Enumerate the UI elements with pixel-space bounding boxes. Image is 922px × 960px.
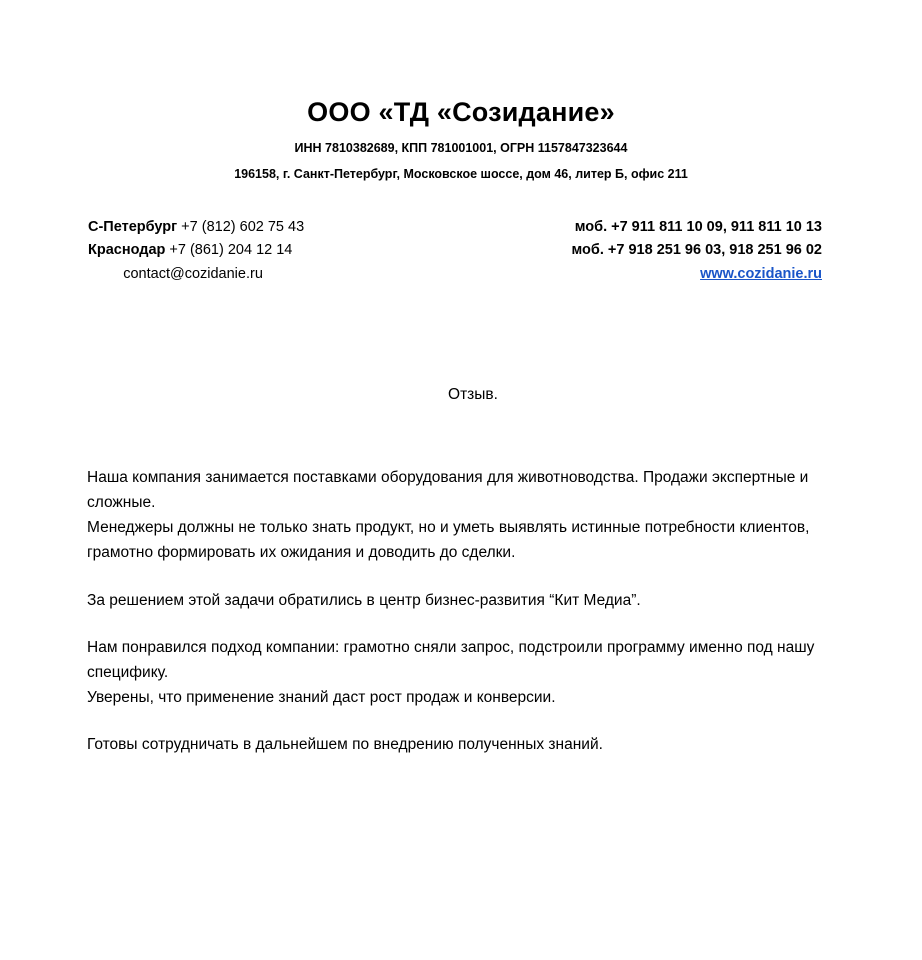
address-line: 196158, г. Санкт-Петербург, Московское шоссе, дом 46, литер Б, офис 211 xyxy=(234,166,688,181)
paragraph-6: Готовы сотрудничать в дальнейшем по внедрению полученных знаний. xyxy=(87,735,603,753)
paragraph-4: Нам понравился подход компании: грамотно сняли запрос, подстроили программу именно под нашу специфику. xyxy=(87,638,815,681)
contact-row-krasnodar xyxy=(88,239,304,262)
website-link[interactable]: www.cozidanie.ru xyxy=(700,265,822,282)
city-label-spb: С-Петербург xyxy=(88,218,178,235)
paragraph-3: За решением этой задачи обратились в центр бизнес-развития “Кит Медиа”. xyxy=(87,591,641,609)
letterhead xyxy=(0,0,922,183)
city-label-krasnodar: Краснодар xyxy=(88,242,166,259)
contacts-left-column xyxy=(88,216,304,286)
contacts-block xyxy=(88,216,822,286)
paragraph-1: Наша компания занимается поставками оборудования для животноводства. Продажи экспертные и сложные. xyxy=(87,469,809,512)
registration-line: ИНН 7810382689, КПП 781001001, ОГРН 1157847323644 xyxy=(294,141,628,156)
mobile-line-1: моб. +7 911 811 10 09, 911 811 10 13 xyxy=(574,218,822,235)
document-title: Отзыв. xyxy=(448,386,498,404)
paragraph-2: Менеджеры должны не только знать продукт, но и уметь выявлять истинные потребности клиентов, грамотно формировать их ожидания и доводить до сделки. xyxy=(87,519,810,562)
paragraph-5: Уверены, что применение знаний даст рост продаж и конверсии. xyxy=(87,688,556,706)
phone-krasnodar: +7 (861) 204 12 14 xyxy=(165,242,293,259)
contacts-right-column xyxy=(572,216,822,286)
contact-row-spb xyxy=(88,216,304,239)
phone-spb: +7 (812) 602 75 43 xyxy=(177,218,305,235)
document-body xyxy=(87,465,838,757)
company-name: ООО «ТД «Созидание» xyxy=(307,97,615,127)
website-link-row xyxy=(572,263,822,286)
mobile-line-2: моб. +7 918 251 96 03, 918 251 96 02 xyxy=(571,242,822,259)
email-address[interactable]: contact@cozidanie.ru xyxy=(123,265,263,282)
